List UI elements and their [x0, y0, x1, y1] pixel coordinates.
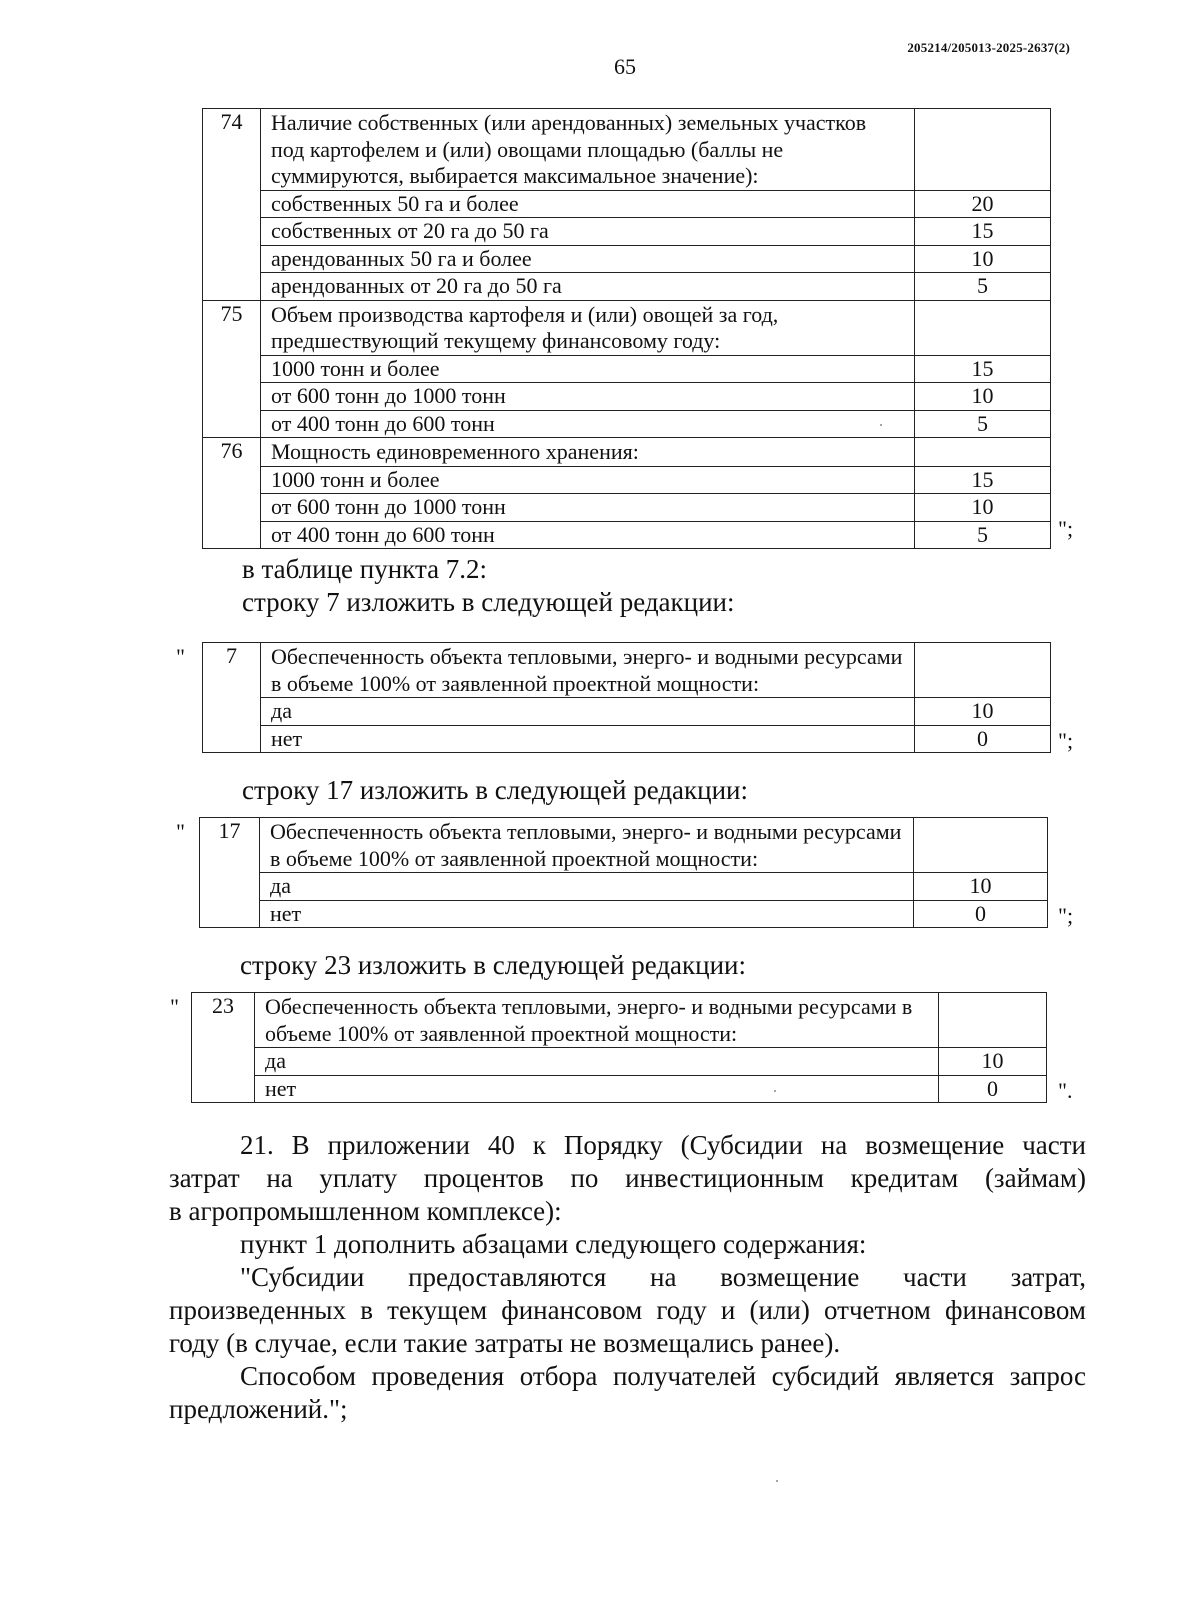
opening-quote-mark: "	[176, 819, 185, 844]
table-row	[203, 355, 1051, 383]
criterion-option: собственных от 20 га до 50 га	[261, 218, 915, 246]
table-row	[203, 643, 1051, 698]
table-row	[203, 300, 1051, 355]
section-21-line: предложений.";	[169, 1394, 348, 1424]
points-cell: 20	[915, 190, 1051, 218]
row-number: 7	[203, 643, 261, 753]
section-21-line: году (в случае, если такие затраты не возмещались ранее).	[169, 1328, 841, 1358]
criterion-option: от 600 тонн до 1000 тонн	[261, 494, 915, 522]
row-number: 17	[200, 818, 260, 928]
row-23-intro: строку 23 изложить в следующей редакции:	[240, 950, 747, 980]
criterion-option: да	[255, 1048, 939, 1076]
points-cell: 5	[915, 521, 1051, 549]
row-number: 76	[203, 438, 261, 549]
points-cell	[915, 109, 1051, 191]
criterion-title: Наличие собственных (или арендованных) земельных участков под картофелем и (или) овощами площадью (баллы не суммируются, выбирается максимальное значение):	[261, 109, 915, 191]
section-21-line: произведенных в текущем финансовом году и (или) отчетном финансовом	[169, 1295, 1086, 1325]
table-row	[192, 1075, 1047, 1103]
table-row	[203, 466, 1051, 494]
points-cell: 0	[939, 1075, 1047, 1103]
table-7-2-intro: в таблице пункта 7.2:	[242, 554, 488, 584]
criterion-option: нет	[255, 1075, 939, 1103]
criterion-option: да	[260, 873, 914, 901]
closing-quote-mark: ";	[1058, 728, 1074, 753]
points-cell	[915, 438, 1051, 467]
criterion-option: от 400 тонн до 600 тонн	[261, 521, 915, 549]
table-row	[203, 218, 1051, 246]
criteria-table-row-23	[191, 992, 1047, 1103]
criterion-option: нет	[260, 900, 914, 928]
table-row	[192, 1048, 1047, 1076]
criteria-table-74-76	[202, 108, 1051, 549]
document-registration-code: 205214/205013-2025-2637(2)	[907, 40, 1070, 55]
points-cell: 0	[914, 900, 1048, 928]
criterion-option: от 400 тонн до 600 тонн	[261, 410, 915, 438]
scan-artifact	[880, 424, 882, 426]
criterion-option: нет	[261, 725, 915, 753]
section-21-line: 21. В приложении 40 к Порядку (Субсидии на возмещение части	[240, 1130, 1086, 1160]
table-row	[203, 438, 1051, 467]
table-row	[203, 494, 1051, 522]
points-cell: 10	[939, 1048, 1047, 1076]
points-cell: 10	[915, 245, 1051, 273]
closing-quote-mark: ";	[1058, 516, 1074, 541]
row-number: 75	[203, 300, 261, 438]
table-row	[203, 383, 1051, 411]
table-row	[203, 410, 1051, 438]
table-row	[200, 873, 1048, 901]
criterion-option: собственных 50 га и более	[261, 190, 915, 218]
criterion-title: Обеспеченность объекта тепловыми, энерго- и водными ресурсами в объеме 100% от заявленной проектной мощности:	[260, 818, 914, 873]
criterion-option: арендованных от 20 га до 50 га	[261, 273, 915, 301]
points-cell: 15	[915, 218, 1051, 246]
closing-quote-mark: ";	[1058, 903, 1074, 928]
section-21-line: "Субсидии предоставляются на возмещение части затрат,	[240, 1262, 1086, 1292]
table-row	[200, 818, 1048, 873]
points-cell: 0	[915, 725, 1051, 753]
table-row	[192, 993, 1047, 1048]
points-cell: 15	[915, 355, 1051, 383]
criterion-title: Мощность единовременного хранения:	[261, 438, 915, 467]
opening-quote-mark: "	[176, 644, 185, 669]
points-cell: 10	[915, 698, 1051, 726]
criterion-option: арендованных 50 га и более	[261, 245, 915, 273]
criterion-option: 1000 тонн и более	[261, 355, 915, 383]
scan-artifact	[774, 1090, 776, 1092]
row-17-intro: строку 17 изложить в следующей редакции:	[242, 775, 749, 805]
closing-quote-mark: ".	[1058, 1078, 1073, 1103]
criterion-title: Объем производства картофеля и (или) овощей за год, предшествующий текущему финансовому году:	[261, 300, 915, 355]
points-cell: 10	[915, 494, 1051, 522]
points-cell: 15	[915, 466, 1051, 494]
section-21-line: затрат на уплату процентов по инвестиционным кредитам (займам)	[169, 1163, 1086, 1193]
criterion-title: Обеспеченность объекта тепловыми, энерго- и водными ресурсами в объеме 100% от заявленной проектной мощности:	[255, 993, 939, 1048]
page-number: 65	[614, 54, 636, 79]
section-21-line: пункт 1 дополнить абзацами следующего содержания:	[240, 1229, 867, 1259]
row-7-intro: строку 7 изложить в следующей редакции:	[242, 587, 735, 617]
criterion-option: 1000 тонн и более	[261, 466, 915, 494]
table-row	[203, 109, 1051, 191]
section-21-line: Способом проведения отбора получателей субсидий является запрос	[240, 1361, 1086, 1391]
criterion-title: Обеспеченность объекта тепловыми, энерго- и водными ресурсами в объеме 100% от заявленной проектной мощности:	[261, 643, 915, 698]
criterion-option: да	[261, 698, 915, 726]
criteria-table-row-17	[199, 817, 1048, 928]
row-number: 74	[203, 109, 261, 301]
criteria-table-row-7	[202, 642, 1051, 753]
table-row	[203, 245, 1051, 273]
points-cell: 5	[915, 273, 1051, 301]
points-cell: 5	[915, 410, 1051, 438]
table-row	[203, 521, 1051, 549]
table-row	[203, 725, 1051, 753]
table-row	[203, 273, 1051, 301]
points-cell	[914, 818, 1048, 873]
points-cell: 10	[914, 873, 1048, 901]
table-row	[203, 698, 1051, 726]
points-cell	[939, 993, 1047, 1048]
table-row	[203, 190, 1051, 218]
criterion-option: от 600 тонн до 1000 тонн	[261, 383, 915, 411]
points-cell	[915, 300, 1051, 355]
points-cell	[915, 643, 1051, 698]
section-21-line: в агропромышленном комплексе):	[169, 1196, 562, 1226]
opening-quote-mark: "	[170, 994, 179, 1019]
scan-artifact	[776, 1480, 778, 1482]
table-row	[200, 900, 1048, 928]
points-cell: 10	[915, 383, 1051, 411]
row-number: 23	[192, 993, 255, 1103]
